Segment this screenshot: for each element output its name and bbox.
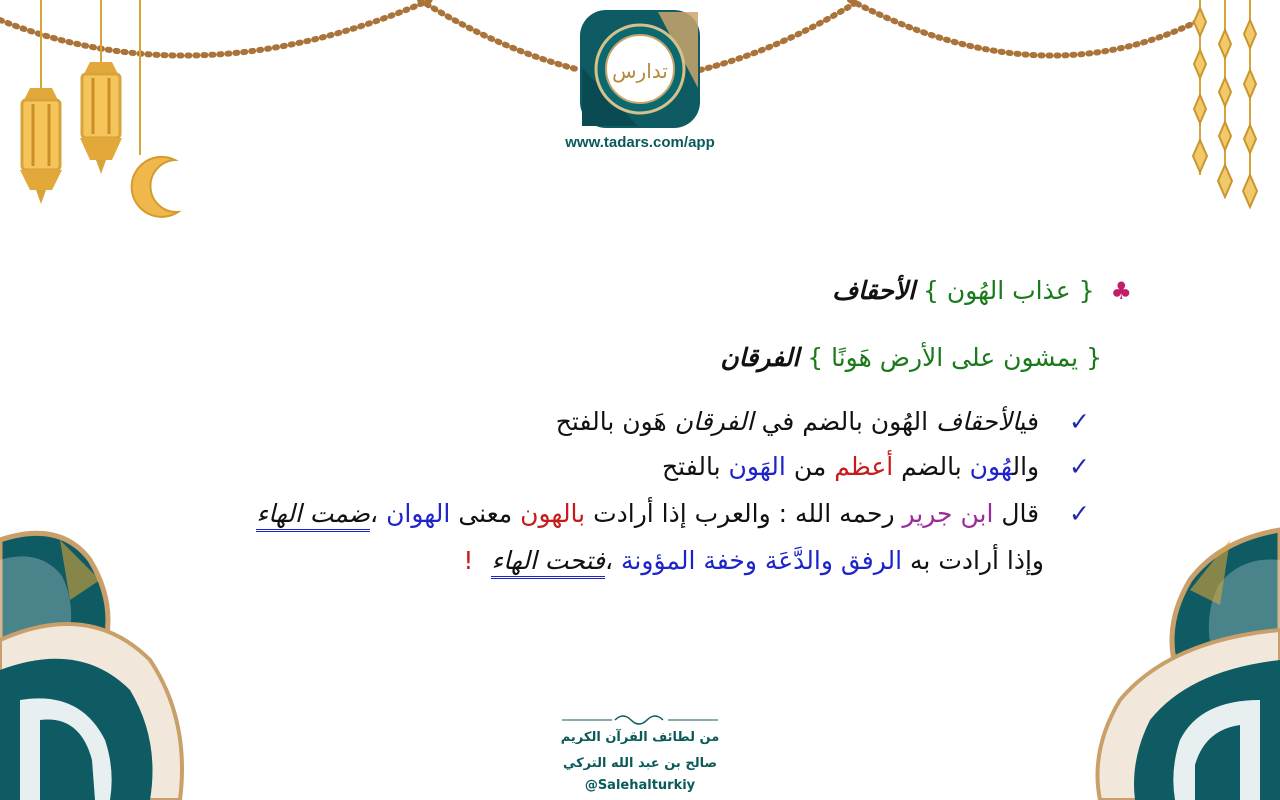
bullet-line <box>662 452 1090 481</box>
bullet-line <box>256 499 1090 528</box>
brace-close: } <box>922 276 939 305</box>
text-span: من <box>793 452 827 481</box>
highlight-word: أعظم <box>834 452 894 481</box>
text-span: بالضم <box>901 452 962 481</box>
footer-series-title: من لطائف القرآن الكريم <box>560 730 720 745</box>
text-span: وإذا أرادت به <box>910 546 1044 575</box>
text-span: معنى <box>458 499 513 528</box>
footer-divider <box>562 716 718 724</box>
lantern-icon <box>80 0 122 174</box>
quran-phrase: يمشون على الأرض هَونًا <box>831 343 1079 372</box>
app-logo[interactable] <box>578 8 702 130</box>
checkmark-icon: ✓ <box>1069 452 1090 481</box>
hanging-ornament-icon <box>1193 0 1257 207</box>
text-span: الهُون بالضم في <box>761 407 929 436</box>
surah-name: الأحقاف <box>832 276 916 305</box>
footer-handle[interactable]: @Salehalturkiy <box>584 778 696 793</box>
svg-text:تدارس: تدارس <box>612 59 668 83</box>
checkmark-icon: ✓ <box>1069 407 1090 436</box>
underlined-rule: فتحت الهاء <box>491 546 605 579</box>
heading-line <box>832 276 1132 305</box>
checkmark-icon: ✓ <box>1069 499 1090 528</box>
flower-ornament-icon <box>0 533 182 800</box>
exclamation-mark: ! <box>463 546 474 575</box>
text-span: رحمه الله : والعرب إذا أرادت <box>593 499 895 528</box>
quran-phrase: عذاب الهُون <box>946 276 1071 305</box>
verse-line <box>720 343 1102 372</box>
logo-badge-icon <box>578 8 702 130</box>
crescent-icon <box>132 0 178 217</box>
text-span: قال <box>1001 499 1040 528</box>
footer-author: صالح بن عبد الله التركي <box>562 756 718 771</box>
club-icon: ♣ <box>1110 277 1132 305</box>
highlight-phrase: الرفق والدَّعَة وخفة المؤونة <box>621 546 903 575</box>
app-url-link[interactable]: www.tadars.com/app <box>565 134 715 151</box>
brace-close: } <box>807 343 824 372</box>
surah-name: الفرقان <box>674 407 754 436</box>
text-span: هَون بالفتح <box>555 407 667 436</box>
text-span: بالفتح <box>662 452 721 481</box>
continuation-line <box>463 546 1044 575</box>
brace-open: { <box>1078 276 1095 305</box>
flower-ornament-icon <box>1098 530 1280 800</box>
text-span: ، <box>370 499 379 528</box>
bullet-line <box>556 407 1090 436</box>
brace-open: { <box>1086 343 1102 372</box>
highlight-word: هون <box>520 499 563 528</box>
text-span: ، <box>605 546 614 575</box>
highlight-word: هُون <box>969 452 1013 481</box>
text-span: في <box>1019 407 1040 436</box>
highlight-prefix: بال <box>562 499 586 528</box>
underlined-rule: ضمت الهاء <box>256 499 370 532</box>
highlight-word: الهَون <box>728 452 786 481</box>
text-span: وال <box>1012 452 1040 481</box>
highlight-word: الهوان <box>386 499 451 528</box>
surah-name: الفرقان <box>720 343 800 372</box>
surah-name: الأحقاف <box>936 407 1020 436</box>
scholar-name: ابن جرير <box>902 499 994 528</box>
